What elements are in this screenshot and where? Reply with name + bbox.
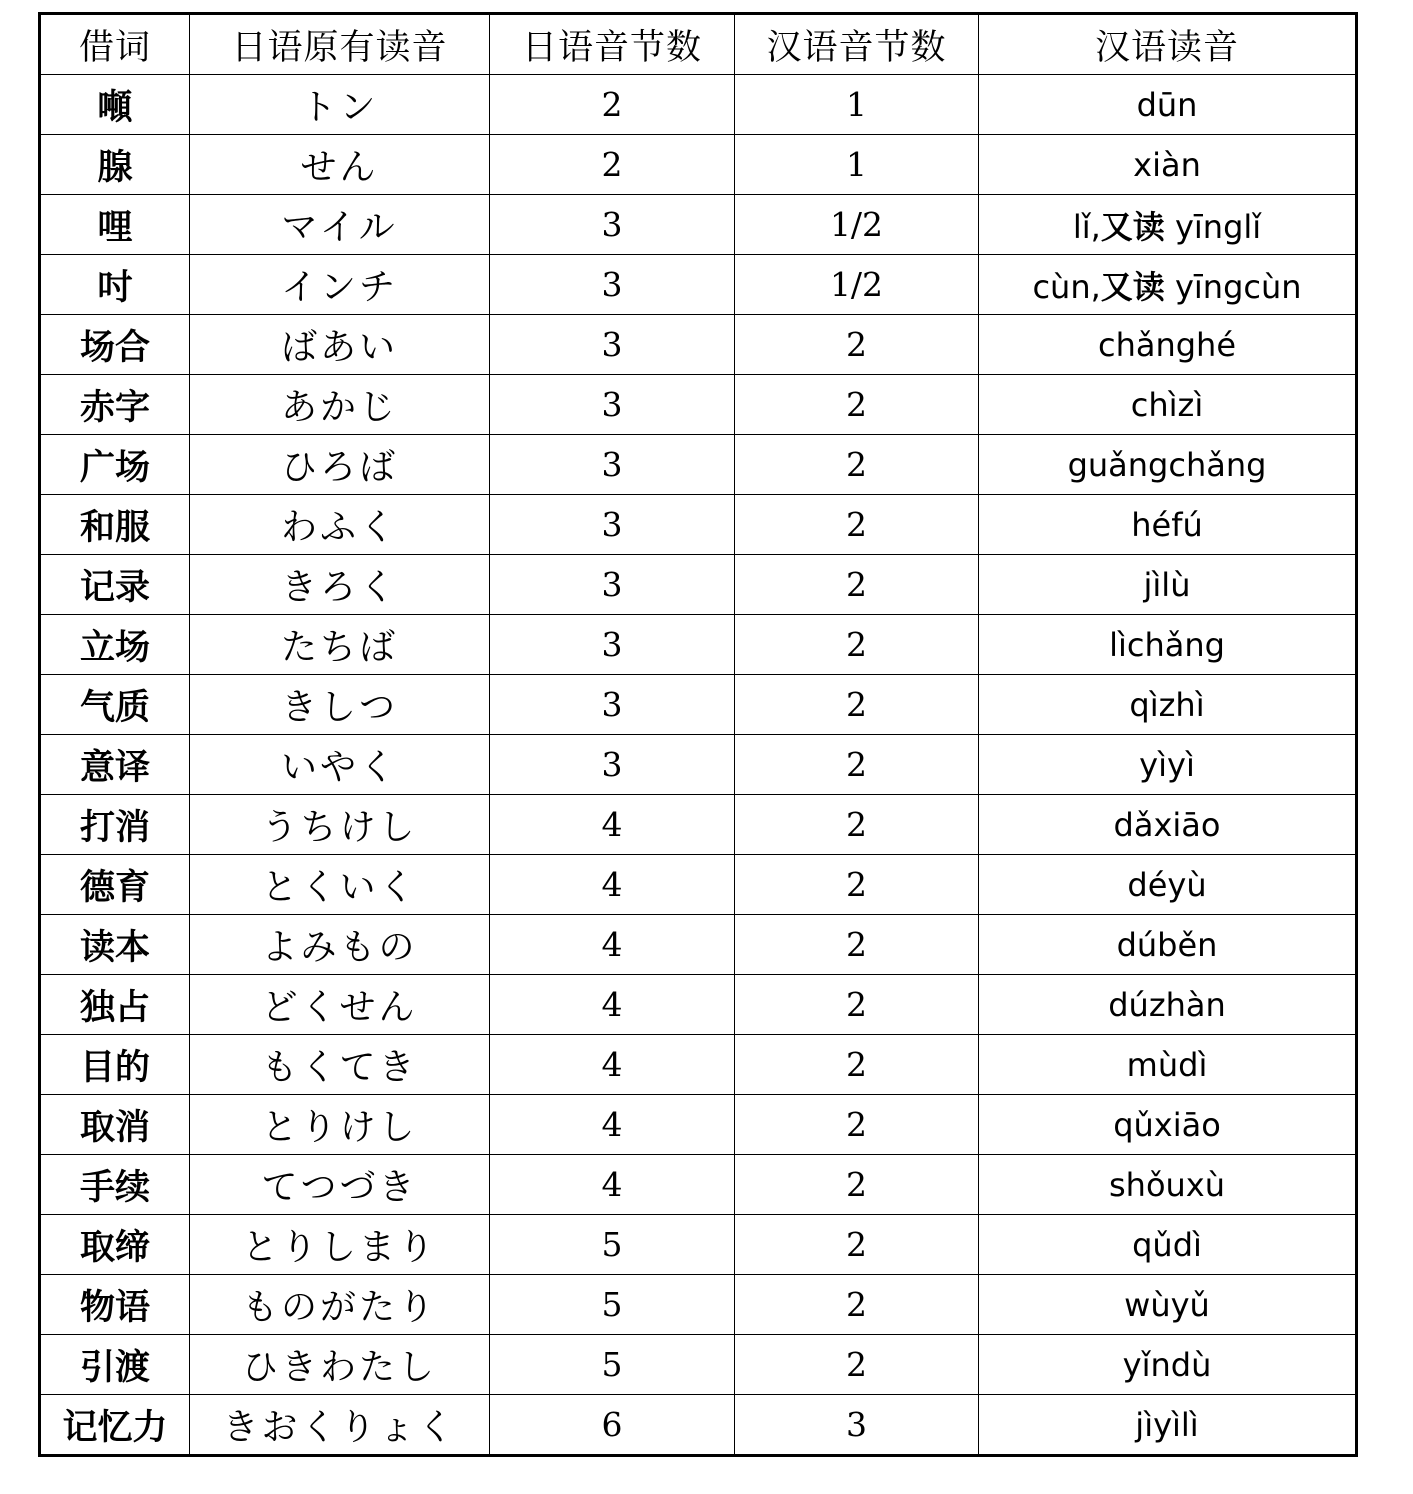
cell-chinese-syllables: 2 bbox=[735, 1215, 979, 1275]
table-row bbox=[40, 975, 1357, 1035]
cell-japanese-reading: ひきわたし bbox=[190, 1335, 490, 1395]
cell-japanese-reading: きおくりょく bbox=[190, 1395, 490, 1456]
header-chinese-syllables: 汉语音节数 bbox=[735, 14, 979, 75]
cell-loanword: 目的 bbox=[40, 1035, 190, 1095]
pinyin-text: shǒuxù bbox=[1108, 1165, 1226, 1204]
cell-loanword: 噸 bbox=[40, 75, 190, 135]
cell-chinese-reading bbox=[979, 675, 1357, 735]
cell-loanword: 腺 bbox=[40, 135, 190, 195]
cell-chinese-syllables: 2 bbox=[735, 495, 979, 555]
cell-japanese-reading: インチ bbox=[190, 255, 490, 315]
cell-japanese-syllables: 2 bbox=[490, 135, 735, 195]
table-row bbox=[40, 195, 1357, 255]
cell-japanese-syllables: 4 bbox=[490, 975, 735, 1035]
cell-loanword: 引渡 bbox=[40, 1335, 190, 1395]
cell-japanese-syllables: 3 bbox=[490, 555, 735, 615]
cell-chinese-syllables: 1 bbox=[735, 75, 979, 135]
pinyin-text: dúzhàn bbox=[1108, 985, 1226, 1024]
table-row bbox=[40, 1395, 1357, 1456]
cell-japanese-syllables: 6 bbox=[490, 1395, 735, 1456]
cell-loanword: 读本 bbox=[40, 915, 190, 975]
cell-japanese-syllables: 3 bbox=[490, 675, 735, 735]
pinyin-text: héfú bbox=[1131, 505, 1203, 544]
pinyin-text: lǐ, bbox=[1072, 207, 1101, 246]
cell-japanese-syllables: 5 bbox=[490, 1215, 735, 1275]
cell-japanese-reading: きしつ bbox=[190, 675, 490, 735]
cell-japanese-reading: ばあい bbox=[190, 315, 490, 375]
cell-loanword: 独占 bbox=[40, 975, 190, 1035]
cell-japanese-reading: トン bbox=[190, 75, 490, 135]
cell-chinese-reading bbox=[979, 1095, 1357, 1155]
table-row bbox=[40, 1335, 1357, 1395]
cell-japanese-reading: あかじ bbox=[190, 375, 490, 435]
cell-japanese-syllables: 3 bbox=[490, 435, 735, 495]
pinyin-text: chìzì bbox=[1130, 385, 1204, 424]
cell-japanese-syllables: 5 bbox=[490, 1335, 735, 1395]
table-row bbox=[40, 795, 1357, 855]
cell-chinese-reading bbox=[979, 1215, 1357, 1275]
cell-japanese-reading: てつづき bbox=[190, 1155, 490, 1215]
cell-chinese-syllables: 2 bbox=[735, 1035, 979, 1095]
cell-chinese-syllables: 2 bbox=[735, 1335, 979, 1395]
table-row bbox=[40, 1155, 1357, 1215]
pinyin-text: qìzhì bbox=[1129, 685, 1205, 724]
header-loanword: 借词 bbox=[40, 14, 190, 75]
table-row bbox=[40, 75, 1357, 135]
cell-japanese-syllables: 2 bbox=[490, 75, 735, 135]
pinyin-text: yìyì bbox=[1139, 745, 1195, 784]
cell-chinese-reading bbox=[979, 1035, 1357, 1095]
cell-chinese-reading bbox=[979, 495, 1357, 555]
cell-chinese-syllables: 2 bbox=[735, 975, 979, 1035]
cell-chinese-syllables: 2 bbox=[735, 315, 979, 375]
table-row bbox=[40, 1035, 1357, 1095]
cell-japanese-syllables: 3 bbox=[490, 195, 735, 255]
alternate-reading-label: 又读 bbox=[1100, 207, 1165, 246]
cell-loanword: 场合 bbox=[40, 315, 190, 375]
cell-japanese-reading: せん bbox=[190, 135, 490, 195]
table-row bbox=[40, 375, 1357, 435]
cell-japanese-syllables: 4 bbox=[490, 1095, 735, 1155]
cell-loanword: 哩 bbox=[40, 195, 190, 255]
cell-loanword: 气质 bbox=[40, 675, 190, 735]
cell-japanese-reading: もくてき bbox=[190, 1035, 490, 1095]
cell-japanese-reading: きろく bbox=[190, 555, 490, 615]
cell-loanword: 记录 bbox=[40, 555, 190, 615]
table-row bbox=[40, 855, 1357, 915]
cell-japanese-reading: とりしまり bbox=[190, 1215, 490, 1275]
header-row bbox=[40, 14, 1357, 75]
cell-japanese-syllables: 3 bbox=[490, 315, 735, 375]
cell-chinese-reading bbox=[979, 855, 1357, 915]
table-row bbox=[40, 255, 1357, 315]
alternate-reading-label: 又读 bbox=[1100, 267, 1165, 306]
cell-chinese-syllables: 2 bbox=[735, 1155, 979, 1215]
cell-loanword: 立场 bbox=[40, 615, 190, 675]
cell-chinese-reading bbox=[979, 795, 1357, 855]
cell-chinese-syllables: 2 bbox=[735, 375, 979, 435]
cell-chinese-reading bbox=[979, 195, 1357, 255]
cell-chinese-reading bbox=[979, 255, 1357, 315]
cell-chinese-syllables: 2 bbox=[735, 855, 979, 915]
table-row bbox=[40, 555, 1357, 615]
cell-chinese-syllables: 2 bbox=[735, 1275, 979, 1335]
cell-japanese-syllables: 5 bbox=[490, 1275, 735, 1335]
cell-japanese-syllables: 3 bbox=[490, 615, 735, 675]
cell-loanword: 德育 bbox=[40, 855, 190, 915]
cell-chinese-reading bbox=[979, 315, 1357, 375]
cell-japanese-syllables: 4 bbox=[490, 1035, 735, 1095]
cell-chinese-reading bbox=[979, 75, 1357, 135]
pinyin-text: yǐndù bbox=[1122, 1345, 1212, 1384]
pinyin-text: dǎxiāo bbox=[1113, 805, 1221, 844]
cell-japanese-syllables: 4 bbox=[490, 1155, 735, 1215]
pinyin-text: xiàn bbox=[1133, 145, 1201, 184]
cell-chinese-reading bbox=[979, 1155, 1357, 1215]
table-body bbox=[40, 75, 1357, 1456]
cell-japanese-syllables: 4 bbox=[490, 855, 735, 915]
cell-chinese-syllables: 2 bbox=[735, 915, 979, 975]
table-row bbox=[40, 735, 1357, 795]
cell-chinese-reading bbox=[979, 615, 1357, 675]
cell-chinese-syllables: 2 bbox=[735, 435, 979, 495]
cell-japanese-reading: ひろば bbox=[190, 435, 490, 495]
pinyin-text: guǎngchǎng bbox=[1067, 445, 1267, 484]
cell-loanword: 赤字 bbox=[40, 375, 190, 435]
header-chinese-reading: 汉语读音 bbox=[979, 14, 1357, 75]
cell-chinese-reading bbox=[979, 735, 1357, 795]
pinyin-text: mùdì bbox=[1126, 1045, 1208, 1084]
pinyin-text: wùyǔ bbox=[1124, 1285, 1210, 1324]
cell-chinese-reading bbox=[979, 1335, 1357, 1395]
pinyin-text: jìyìlì bbox=[1135, 1405, 1199, 1444]
cell-chinese-reading bbox=[979, 435, 1357, 495]
cell-loanword: 取消 bbox=[40, 1095, 190, 1155]
cell-chinese-reading bbox=[979, 555, 1357, 615]
cell-japanese-syllables: 4 bbox=[490, 795, 735, 855]
cell-chinese-reading bbox=[979, 1395, 1357, 1456]
table-row bbox=[40, 615, 1357, 675]
table-row bbox=[40, 915, 1357, 975]
table-row bbox=[40, 135, 1357, 195]
table-row bbox=[40, 1095, 1357, 1155]
cell-chinese-reading bbox=[979, 975, 1357, 1035]
cell-japanese-syllables: 3 bbox=[490, 255, 735, 315]
alternate-pinyin: yīnglǐ bbox=[1174, 207, 1262, 246]
cell-chinese-syllables: 2 bbox=[735, 1095, 979, 1155]
table-row bbox=[40, 675, 1357, 735]
cell-chinese-syllables: 2 bbox=[735, 795, 979, 855]
cell-japanese-syllables: 3 bbox=[490, 495, 735, 555]
table-row bbox=[40, 315, 1357, 375]
table-row bbox=[40, 495, 1357, 555]
cell-loanword: 打消 bbox=[40, 795, 190, 855]
cell-japanese-syllables: 3 bbox=[490, 735, 735, 795]
pinyin-text: lìchǎng bbox=[1109, 625, 1225, 664]
cell-loanword: 物语 bbox=[40, 1275, 190, 1335]
cell-loanword: 和服 bbox=[40, 495, 190, 555]
table-row bbox=[40, 1215, 1357, 1275]
cell-chinese-syllables: 2 bbox=[735, 735, 979, 795]
pinyin-text: dūn bbox=[1136, 85, 1198, 124]
cell-japanese-reading: いやく bbox=[190, 735, 490, 795]
cell-japanese-reading: とりけし bbox=[190, 1095, 490, 1155]
cell-chinese-syllables: 2 bbox=[735, 675, 979, 735]
pinyin-text: cùn, bbox=[1032, 267, 1101, 306]
cell-chinese-reading bbox=[979, 915, 1357, 975]
cell-loanword: 广场 bbox=[40, 435, 190, 495]
pinyin-text: qǔdì bbox=[1132, 1225, 1202, 1264]
cell-chinese-syllables: 2 bbox=[735, 615, 979, 675]
pinyin-text: dúběn bbox=[1116, 925, 1218, 964]
cell-loanword: 取缔 bbox=[40, 1215, 190, 1275]
cell-japanese-reading: どくせん bbox=[190, 975, 490, 1035]
cell-chinese-reading bbox=[979, 375, 1357, 435]
cell-loanword: 记忆力 bbox=[40, 1395, 190, 1456]
table-row bbox=[40, 1275, 1357, 1335]
table-row bbox=[40, 435, 1357, 495]
cell-chinese-reading bbox=[979, 135, 1357, 195]
cell-japanese-reading: マイル bbox=[190, 195, 490, 255]
cell-japanese-reading: うちけし bbox=[190, 795, 490, 855]
cell-chinese-syllables: 2 bbox=[735, 555, 979, 615]
pinyin-text: déyù bbox=[1127, 865, 1207, 904]
cell-loanword: 意译 bbox=[40, 735, 190, 795]
cell-chinese-syllables: 1 bbox=[735, 135, 979, 195]
cell-japanese-reading: ものがたり bbox=[190, 1275, 490, 1335]
cell-japanese-reading: わふく bbox=[190, 495, 490, 555]
cell-japanese-syllables: 3 bbox=[490, 375, 735, 435]
alternate-pinyin: yīngcùn bbox=[1174, 267, 1302, 306]
cell-japanese-reading: とくいく bbox=[190, 855, 490, 915]
pinyin-text: chǎnghé bbox=[1097, 325, 1237, 364]
loanword-table bbox=[38, 12, 1358, 1457]
cell-chinese-syllables: 3 bbox=[735, 1395, 979, 1456]
cell-chinese-syllables: 1/2 bbox=[735, 195, 979, 255]
pinyin-text: jìlù bbox=[1143, 565, 1191, 604]
cell-chinese-reading bbox=[979, 1275, 1357, 1335]
pinyin-text: qǔxiāo bbox=[1113, 1105, 1221, 1144]
cell-japanese-syllables: 4 bbox=[490, 915, 735, 975]
header-japanese-reading: 日语原有读音 bbox=[190, 14, 490, 75]
cell-japanese-reading: たちば bbox=[190, 615, 490, 675]
header-japanese-syllables: 日语音节数 bbox=[490, 14, 735, 75]
cell-chinese-syllables: 1/2 bbox=[735, 255, 979, 315]
cell-loanword: 吋 bbox=[40, 255, 190, 315]
cell-japanese-reading: よみもの bbox=[190, 915, 490, 975]
cell-loanword: 手续 bbox=[40, 1155, 190, 1215]
